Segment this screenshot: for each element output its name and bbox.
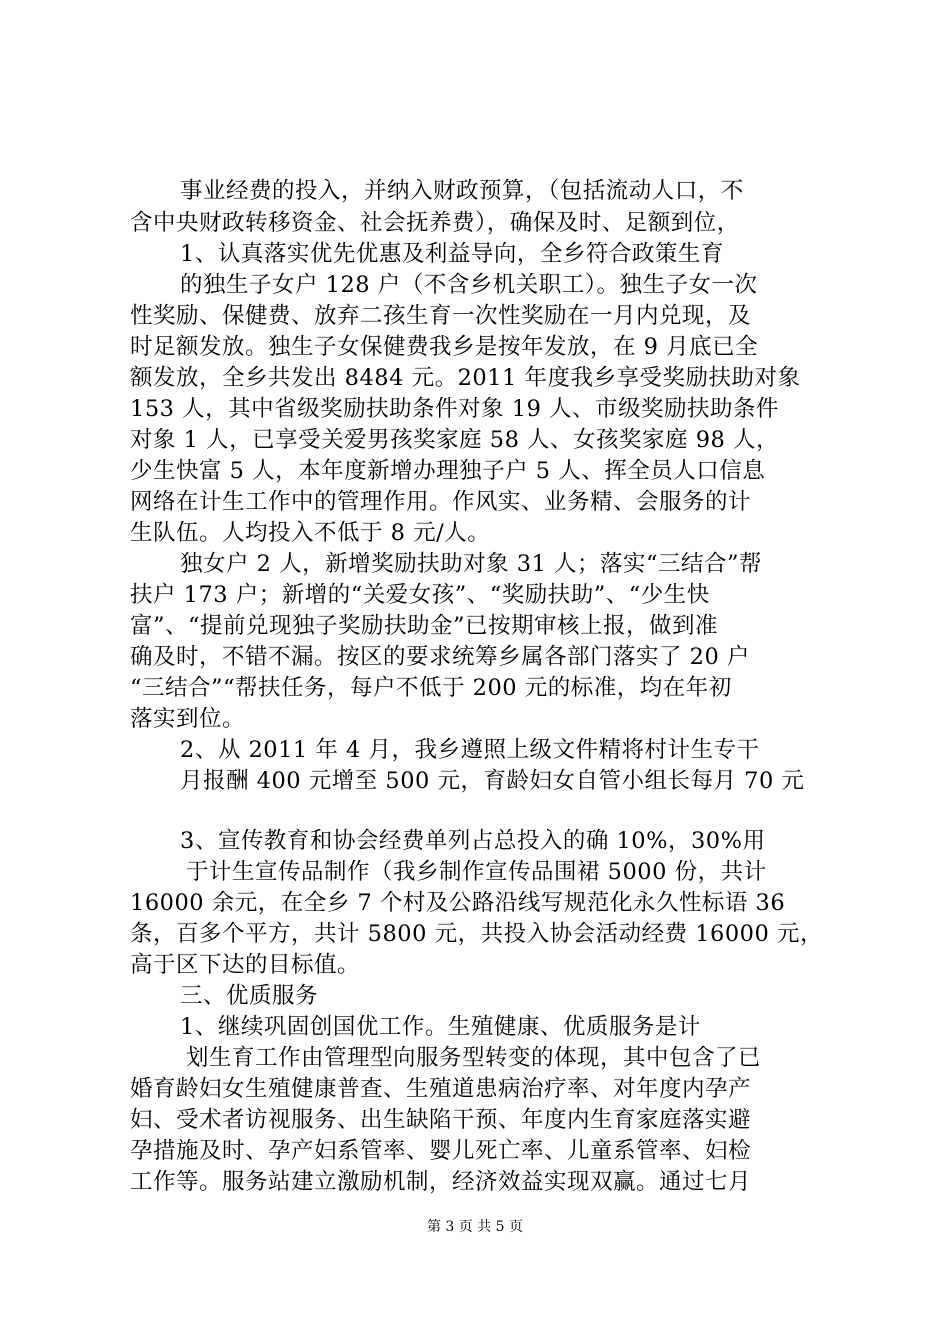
- text-line: 于计生宣传品制作（我乡制作宣传品围裙 5000 份，共计: [186, 859, 767, 885]
- text-line: 富”、“提前兑现独子奖励扶助金”已按期审核上报，做到准: [130, 613, 719, 639]
- text-line: 生队伍。人均投入不低于 8 元/人。: [130, 520, 491, 546]
- text-line: 工作等。服务站建立激励机制，经济效益实现双赢。通过七月: [130, 1169, 752, 1195]
- text-line: 1、认真落实优先优惠及利益导向，全乡符合政策生育: [180, 241, 724, 267]
- page-number: 第 3 页 共 5 页: [426, 1219, 524, 1235]
- text-line: 含中央财政转移资金、社会抚养费），确保及时、足额到位，: [130, 210, 740, 236]
- text-line: 事业经费的投入，并纳入财政预算，（包括流动人口，不: [180, 178, 744, 204]
- text-line: 网络在计生工作中的管理作用。作风实、业务精、会服务的计: [130, 489, 752, 515]
- text-line: 孕措施及时、孕产妇系管率、婴儿死亡率、儿童系管率、妇检: [130, 1138, 752, 1164]
- text-line: 月报酬 400 元增至 500 元，育龄妇女自管小组长每月 70 元: [180, 768, 805, 794]
- text-line: 2、从 2011 年 4 月，我乡遵照上级文件精将村计生专干: [180, 737, 760, 763]
- text-line: 153 人，其中省级奖励扶助条件对象 19 人、市级奖励扶助条件: [130, 396, 780, 422]
- text-line: 婚育龄妇女生殖健康普查、生殖道患病治疗率、对年度内孕产: [130, 1076, 752, 1102]
- text-line: 性奖励、保健费、放弃二孩生育一次性奖励在一月内兑现，及: [130, 303, 752, 329]
- text-line: 落实到位。: [130, 706, 246, 732]
- text-line: 16000 余元，在全乡 7 个村及公路沿线写规范化永久性标语 36: [130, 890, 786, 916]
- text-line: 少生快富 5 人，本年度新增办理独子户 5 人、挥全员人口信息: [130, 458, 766, 484]
- text-line: 妇、受术者访视服务、出生缺陷干预、年度内生育家庭落实避: [130, 1107, 752, 1133]
- text-line: 额发放，全乡共发出 8484 元。2011 年度我乡享受奖励扶助对象: [130, 365, 801, 391]
- text-line: 划生育工作由管理型向服务型转变的体现，其中包含了已: [186, 1045, 762, 1071]
- text-line: 1、继续巩固创国优工作。生殖健康、优质服务是计: [180, 1014, 701, 1040]
- text-line: 扶户 173 户；新增的“关爱女孩”、“奖励扶助”、“少生快: [130, 582, 710, 608]
- text-line: 独女户 2 人，新增奖励扶助对象 31 人；落实“三结合”帮: [180, 551, 763, 577]
- text-line: 条，百多个平方，共计 5800 元，共投入协会活动经费 16000 元，: [130, 921, 823, 947]
- section-heading: 三、优质服务: [180, 983, 319, 1009]
- text-line: 高于区下达的目标值。: [130, 952, 361, 978]
- text-line: 确及时，不错不漏。按区的要求统筹乡属各部门落实了 20 户: [130, 644, 750, 670]
- text-line: 3、宣传教育和协会经费单列占总投入的确 10%，30%用: [180, 828, 766, 854]
- text-line: 的独生子女户 128 户（不含乡机关职工）。独生子女一次: [180, 272, 758, 298]
- text-line: 时足额发放。独生子女保健费我乡是按年发放，在 9 月底已全: [130, 334, 759, 360]
- text-line: 对象 1 人，已享受关爱男孩奖家庭 58 人、女孩奖家庭 98 人，: [130, 427, 779, 453]
- text-line: “三结合”“帮扶任务，每户不低于 200 元的标准，均在年初: [130, 675, 732, 701]
